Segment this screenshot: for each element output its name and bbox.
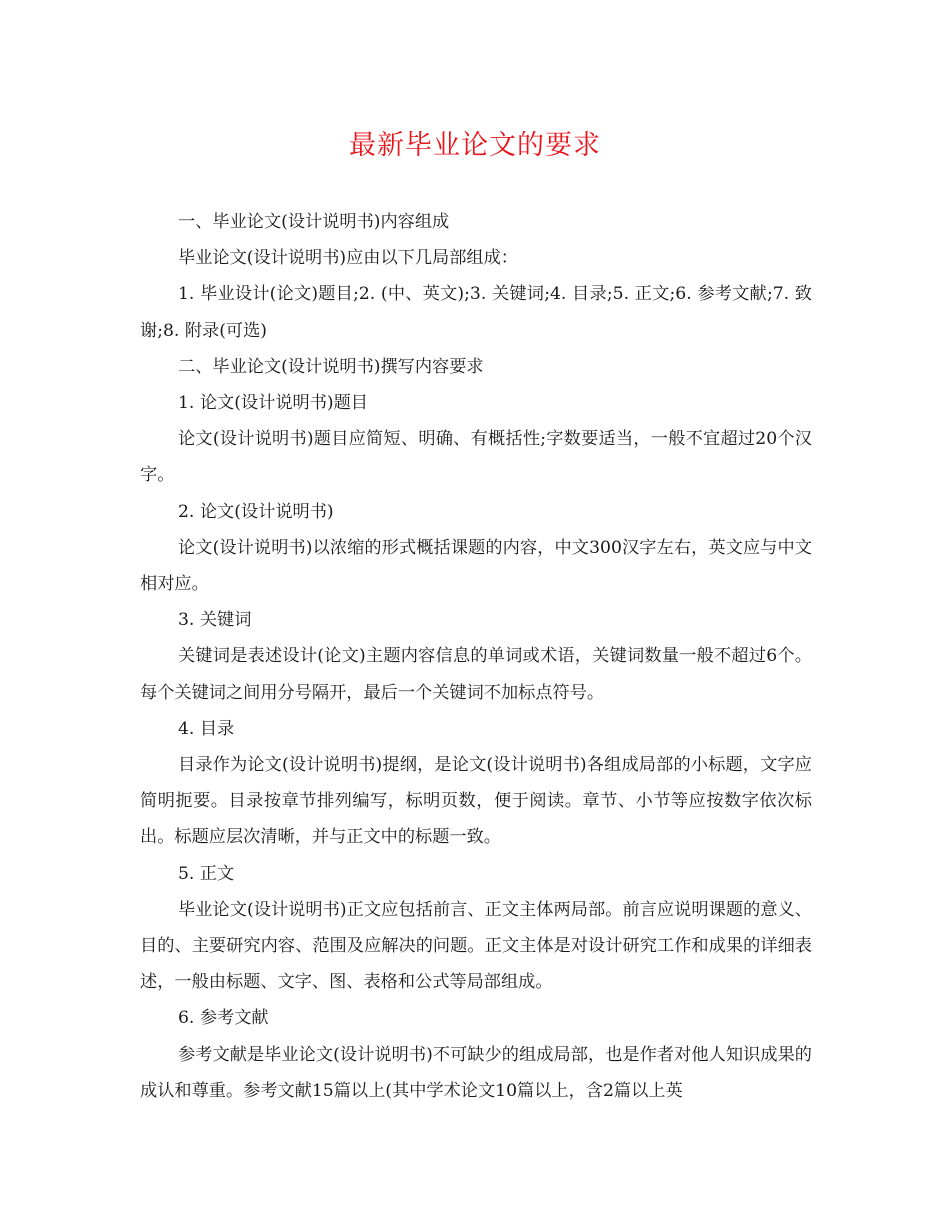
section-heading-requirements: 二、毕业论文(设计说明书)撰写内容要求: [178, 356, 484, 377]
paragraph-references: 参考文献是毕业论文(设计说明书)不可缺少的组成局部，也是作者对他人知识成果的成认和尊重。参考文献15篇以上(其中学术论文10篇以上，含2篇以上英: [140, 1044, 812, 1101]
subheading-main-text: 5. 正文: [178, 863, 235, 884]
paragraph-main-text: 毕业论文(设计说明书)正文应包括前言、正文主体两局部。前言应说明课题的意义、目的、主要研究内容、范围及应解决的问题。正文主体是对设计研究工作和成果的详细表述，一般由标题、文字、图、表格和公式等局部组成。: [140, 899, 812, 993]
subheading-references: 6. 参考文献: [178, 1008, 269, 1029]
paragraph-abstract: 论文(设计说明书)以浓缩的形式概括课题的内容，中文300汉字左右，英文应与中文相对应。: [140, 537, 812, 595]
subheading-title: 1. 论文(设计说明书)题目: [178, 393, 368, 414]
subheading-contents: 4. 目录: [178, 718, 235, 739]
paragraph-composition-list: 1. 毕业设计(论文)题目;2. (中、英文);3. 关键词;4. 目录;5. 正文;6. 参考文献;7. 致谢;8. 附录(可选): [140, 284, 812, 341]
section-heading-composition: 一、毕业论文(设计说明书)内容组成: [178, 212, 450, 232]
paragraph-composition-intro: 毕业论文(设计说明书)应由以下几局部组成：: [178, 248, 518, 269]
subheading-keywords: 3. 关键词: [178, 610, 252, 631]
document-title: 最新毕业论文的要求: [349, 130, 601, 161]
paragraph-contents: 目录作为论文(设计说明书)提纲，是论文(设计说明书)各组成局部的小标题，文字应简明扼要。目录按章节排列编写，标明页数，便于阅读。章节、小节等应按数字依次标出。标题应层次清晰，并与正文中的标题一致。: [140, 755, 812, 848]
paragraph-title: 论文(设计说明书)题目应简短、明确、有概括性;字数要适当，一般不宜超过20个汉字。: [140, 429, 812, 486]
subheading-abstract: 2. 论文(设计说明书): [178, 501, 334, 522]
paragraph-keywords: 关键词是表述设计(论文)主题内容信息的单词或术语，关键词数量一般不超过6个。每个关键词之间用分号隔开，最后一个关键词不加标点符号。: [140, 646, 812, 703]
document-body: [140, 204, 812, 1109]
